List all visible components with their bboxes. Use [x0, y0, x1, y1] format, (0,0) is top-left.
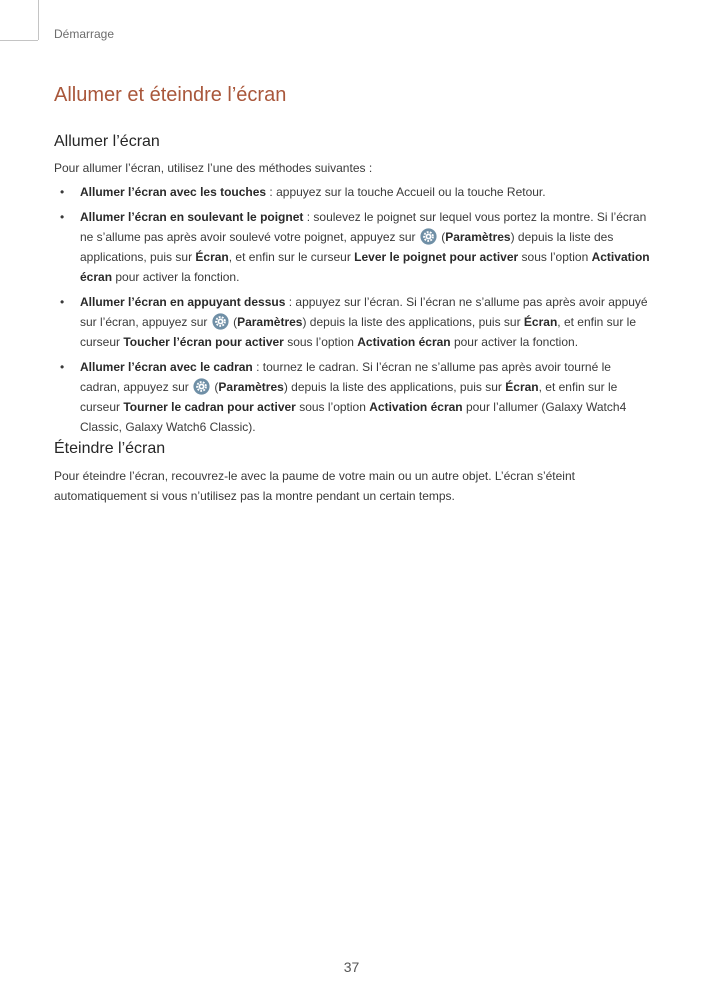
method-title: Allumer l’écran en appuyant dessus [80, 295, 286, 309]
corner-mark-vertical [38, 0, 39, 40]
keyword: Paramètres [218, 380, 284, 394]
text-fragment: sous l’option [295, 400, 370, 414]
heading-turn-on: Allumer l’écran [54, 133, 160, 150]
page-title: Allumer et éteindre l’écran [54, 84, 287, 106]
corner-mark-horizontal [0, 40, 38, 41]
page-number: 37 [343, 959, 360, 975]
settings-gear-icon [212, 313, 229, 330]
bullet: • [60, 185, 65, 199]
text-fragment: sous l’option [518, 250, 592, 264]
method-text: : appuyez sur la touche Accueil ou la touche Retour. [266, 185, 546, 199]
keyword: Écran [195, 250, 229, 264]
text-fragment: ( [211, 380, 219, 394]
settings-gear-icon [420, 228, 437, 245]
method-text: : appuyez sur l’écran. Si l’écran ne s’allume pas après avoir appuyé sur l’écran, appuyez sur [80, 295, 648, 329]
text-fragment: ( [229, 315, 238, 329]
list-item [54, 292, 650, 352]
text-fragment: , et enfin sur le curseur [228, 250, 355, 264]
list-item [54, 182, 650, 202]
text-fragment: ( [437, 230, 446, 244]
bullet: • [60, 360, 65, 374]
bullet: • [60, 295, 65, 309]
method-text: : tournez le cadran. Si l’écran ne s’allume pas après avoir tourné le cadran, appuyez sur [80, 360, 611, 394]
keyword: Paramètres [237, 315, 303, 329]
settings-gear-icon [193, 378, 210, 395]
bullet: • [60, 210, 65, 224]
text-fragment: ) depuis la liste des applications, puis sur [80, 230, 614, 264]
text-fragment: pour activer la fonction. [112, 270, 240, 284]
keyword: Activation écran [80, 250, 650, 284]
method-title: Allumer l’écran en soulevant le poignet [80, 210, 304, 224]
text-fragment: sous l’option [283, 335, 358, 349]
text-fragment: ) depuis la liste des applications, puis sur [302, 315, 524, 329]
method-title: Allumer l’écran avec le cadran [80, 360, 253, 374]
keyword: Écran [505, 380, 539, 394]
list-item [54, 207, 650, 287]
keyword: Toucher l’écran pour activer [123, 335, 284, 349]
keyword: Tourner le cadran pour activer [123, 400, 296, 414]
keyword: Activation écran [357, 335, 451, 349]
list-item [54, 357, 650, 437]
keyword: Écran [523, 315, 558, 329]
methods-list [54, 182, 650, 442]
text-fragment: , et enfin sur le curseur [80, 315, 636, 349]
section-label: Démarrage [54, 27, 115, 41]
text-fragment: pour l’allumer (Galaxy Watch4 Classic, Galaxy Watch6 Classic). [80, 400, 627, 434]
method-text: : soulevez le poignet sur lequel vous portez la montre. Si l’écran ne s’allume pas après avoir soulevé votre poignet, appuyez sur [80, 210, 647, 244]
keyword: Paramètres [445, 230, 511, 244]
intro-turn-on: Pour allumer l’écran, utilisez l’une des méthodes suivantes : [54, 161, 373, 175]
text-fragment: ) depuis la liste des applications, puis sur [283, 380, 506, 394]
heading-turn-off: Éteindre l’écran [54, 440, 166, 457]
text-fragment: , et enfin sur le curseur [80, 380, 618, 414]
body-turn-off: Pour éteindre l’écran, recouvrez-le avec la paume de votre main ou un autre objet. L’écran s’éteint automatiquement si vous n’utilisez pas la montre pendant un certain temps. [54, 469, 575, 503]
text-fragment: pour activer la fonction. [450, 335, 579, 349]
keyword: Activation écran [369, 400, 463, 414]
keyword: Lever le poignet pour activer [354, 250, 519, 264]
method-title: Allumer l’écran avec les touches [80, 185, 267, 199]
